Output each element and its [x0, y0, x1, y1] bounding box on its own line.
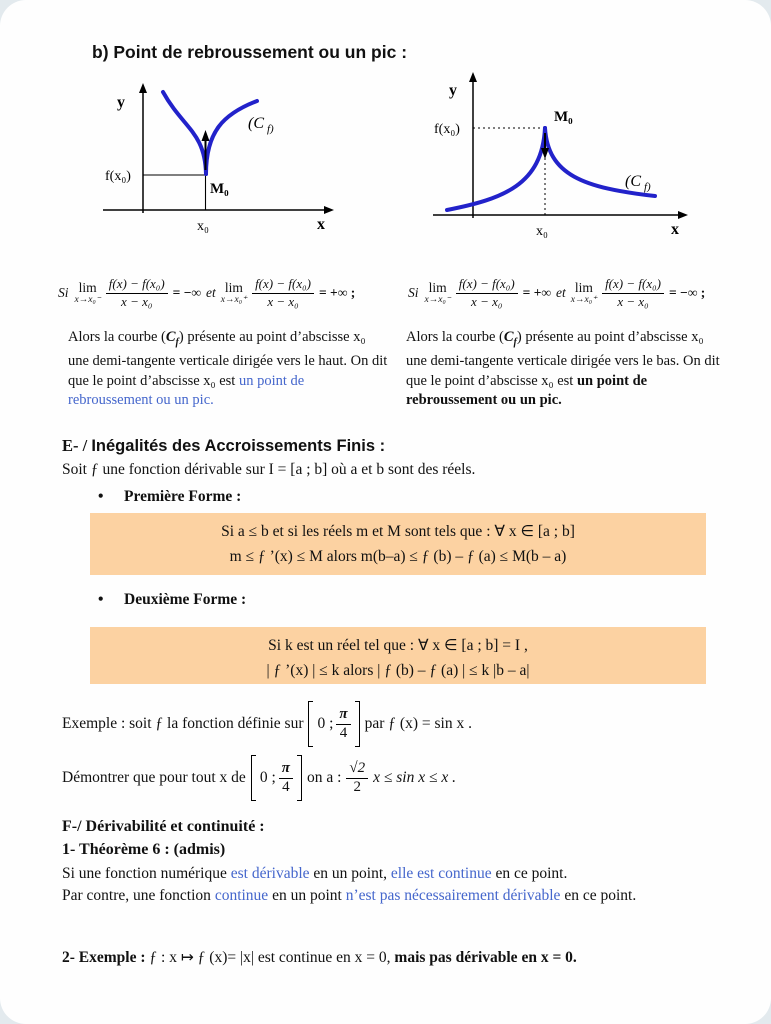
- section-e-heading: E- / Inégalités des Accroissements Finis :: [62, 436, 386, 455]
- difference-quotient: $\frac{\text{f(x) − f(x₀)}}{\text{x − x₀}}$: [252, 277, 314, 310]
- section-e-intro: Soit ƒ une fonction dérivable sur I = [a ; b] où a et b sont des réels.: [62, 461, 476, 478]
- explanation-right: Alors la courbe $(C_f)$ présente au point d’abscisse x₀ une demi-tangente verticale dirigée vers le bas. On dit que le point d’abscisse x₀ est un point de rebroussement ou un pic.: [406, 329, 720, 409]
- lim-subscript: x→x₀⁻: [74, 294, 101, 305]
- m0-label: M₀: [210, 181, 229, 197]
- limit-formula-right: [408, 277, 707, 310]
- x-axis-label: x: [671, 221, 679, 238]
- lim-operator: lim x→x₀⁺: [570, 280, 598, 305]
- theorem-paragraph-2: Par contre, une fonction continue en un point n’est pas nécessairement dérivable en ce point.: [62, 887, 637, 904]
- highlight-box-second-form: [90, 627, 706, 684]
- bold-emphasis: un point de rebroussement ou un pic.: [406, 372, 648, 409]
- pi-over-4-fraction: π 4: [336, 706, 350, 743]
- si-word: Si: [58, 285, 69, 301]
- lim-operator: lim x→x₀⁺: [220, 280, 248, 305]
- limit-value: = −∞ ;: [668, 285, 706, 301]
- example-2-line: 2- Exemple : ƒ : x ↦ ƒ (x)= |x| est continue en x = 0, mais pas dérivable en x = 0.: [62, 949, 577, 966]
- difference-quotient: $\frac{\text{f(x) − f(x₀)}}{\text{x − x₀}}$: [106, 277, 168, 310]
- interval-0-pi4: 0 ; π 4: [251, 755, 302, 801]
- graph-cusp-up: [95, 80, 365, 255]
- et-word: et: [206, 285, 216, 301]
- curve-symbol: $C_f$: [503, 329, 517, 348]
- m0-label: M₀: [554, 109, 573, 125]
- bullet-icon: •: [98, 591, 104, 608]
- lim-subscript: x→x₀⁻: [424, 294, 451, 305]
- graph-peak-down: [423, 70, 713, 260]
- sqrt2-over-2-fraction: √2 2: [346, 760, 368, 797]
- lim-operator: lim x→x₀⁻: [424, 280, 451, 305]
- x-axis-label: x: [317, 216, 325, 233]
- fx0-label: f(x₀): [105, 169, 131, 184]
- x0-label: x₀: [536, 224, 548, 239]
- limit-formula-left: [58, 277, 357, 310]
- curve-name-label: (C: [625, 173, 641, 190]
- x0-label: x₀: [197, 219, 209, 234]
- difference-quotient: $\frac{\text{f(x) − f(x₀)}}{\text{x − x₀}}$: [456, 277, 518, 310]
- lim-operator: lim x→x₀⁻: [74, 280, 101, 305]
- box-line: m ≤ ƒ ’(x) ≤ M alors m(b–a) ≤ ƒ (b) – ƒ (a) ≤ M(b – a): [229, 548, 567, 565]
- y-axis-arrow-icon: [139, 83, 147, 93]
- limit-value: = −∞: [172, 285, 202, 301]
- blue-emphasis: n’est pas nécessairement dérivable: [345, 887, 561, 904]
- bullet-icon: •: [98, 488, 104, 505]
- limit-value: = +∞ ;: [318, 285, 356, 301]
- curve-left-branch: [447, 128, 545, 210]
- page-title: b) Point de rebroussement ou un pic :: [92, 42, 408, 62]
- limit-value: = +∞: [522, 285, 552, 301]
- curve-name-sub: f): [267, 123, 274, 135]
- section-f-heading: F-/ Dérivabilité et continuité :: [62, 818, 265, 835]
- et-word: et: [556, 285, 566, 301]
- y-axis-arrow-icon: [469, 72, 477, 82]
- example-2-label: 2- Exemple :: [62, 949, 150, 966]
- bullet-premiere-forme: • Première Forme :: [98, 488, 242, 505]
- box-line: Si k est un réel tel que : ∀ x ∈ [a ; b] = I ,: [268, 637, 528, 654]
- bold-emphasis: mais pas dérivable en x = 0.: [394, 949, 577, 966]
- blue-emphasis: un point de rebroussement ou un pic.: [68, 372, 305, 409]
- curve-name-sub: f): [644, 181, 651, 193]
- curve-right-branch: [206, 101, 257, 174]
- example-line-2: Démontrer que pour tout x de 0 ; π 4 on a : √2 2 x ≤ sin x ≤ x .: [62, 755, 456, 801]
- blue-emphasis: elle est continue: [390, 865, 492, 882]
- theorem-paragraph-1: Si une fonction numérique est dérivable en un point, elle est continue en ce point.: [62, 865, 568, 882]
- pi-over-4-fraction: π 4: [279, 760, 293, 797]
- x-axis-arrow-icon: [678, 211, 688, 219]
- example-line-1: Exemple : soit ƒ la fonction définie sur 0 ; π 4 par ƒ (x) = sin x .: [62, 701, 472, 747]
- curve-left-branch: [163, 92, 206, 174]
- theorem-6-heading: 1- Théorème 6 : (admis): [62, 841, 226, 858]
- up-arrow-head-icon: [202, 130, 210, 141]
- si-word: Si: [408, 285, 419, 301]
- lim-subscript: x→x₀⁺: [220, 294, 248, 305]
- box-line: | ƒ ’(x) | ≤ k alors | ƒ (b) – ƒ (a) | ≤ k |b – a|: [266, 662, 530, 679]
- bullet-deuxieme-forme: • Deuxième Forme :: [98, 591, 247, 608]
- blue-emphasis: continue: [214, 887, 269, 904]
- right-bracket-icon: [297, 755, 302, 801]
- blue-emphasis: est dérivable: [230, 865, 310, 882]
- curve-symbol: $C_f$: [165, 329, 179, 348]
- interval-0-pi4: 0 ; π 4: [308, 701, 359, 747]
- difference-quotient: $\frac{\text{f(x) − f(x₀)}}{\text{x − x₀}}$: [602, 277, 664, 310]
- x-axis-arrow-icon: [324, 206, 334, 214]
- right-bracket-icon: [355, 701, 360, 747]
- explanation-left: Alors la courbe $(C_f)$ présente au point d’abscisse x₀ une demi-tangente verticale dirigée vers le haut. On dit que le point d’abscisse x₀ est un point de rebroussement ou un pic.: [68, 329, 388, 409]
- curve-name-label: (C: [248, 115, 264, 132]
- lim-subscript: x→x₀⁺: [570, 294, 598, 305]
- y-axis-label: y: [449, 82, 457, 99]
- box-line: Si a ≤ b et si les réels m et M sont tels que : ∀ x ∈ [a ; b]: [221, 523, 575, 540]
- fx0-label: f(x₀): [434, 122, 460, 137]
- highlight-box-first-form: [90, 513, 706, 575]
- y-axis-label: y: [117, 94, 125, 111]
